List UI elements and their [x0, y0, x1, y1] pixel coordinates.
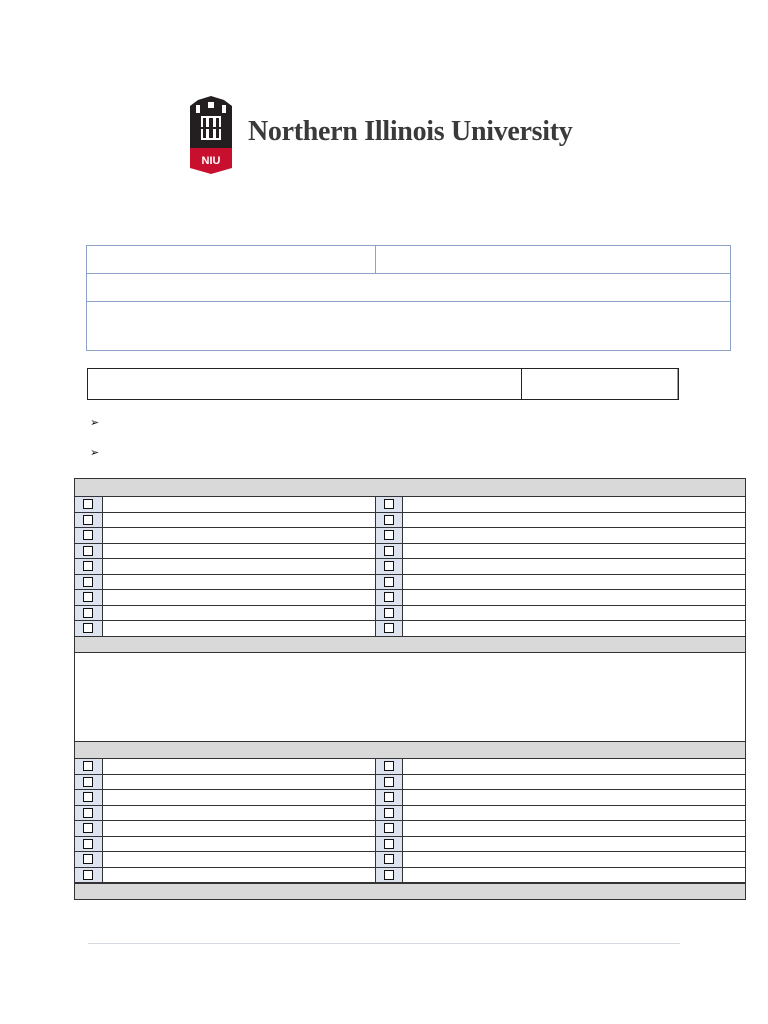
checkbox-cell: [75, 559, 103, 574]
checkbox-cell: [75, 790, 103, 805]
checkbox-cell: [75, 606, 103, 621]
checklist-item-field[interactable]: [404, 806, 745, 821]
checklist-item-field[interactable]: [404, 544, 745, 559]
checklist-item-field[interactable]: [404, 621, 745, 636]
checklist-item-field[interactable]: [404, 606, 745, 621]
checkbox[interactable]: [83, 623, 93, 633]
checklist-item-field[interactable]: [404, 775, 745, 790]
checkbox[interactable]: [83, 530, 93, 540]
checkbox[interactable]: [384, 839, 394, 849]
checkbox-cell: [375, 606, 403, 621]
niu-tower-shield-icon: [188, 96, 234, 174]
checkbox-cell: [375, 575, 403, 590]
checkbox-cell: [375, 528, 403, 543]
checkbox[interactable]: [83, 777, 93, 787]
checkbox[interactable]: [384, 530, 394, 540]
info-field-2[interactable]: [376, 246, 730, 274]
checkbox[interactable]: [384, 546, 394, 556]
checkbox[interactable]: [83, 592, 93, 602]
checkbox[interactable]: [384, 792, 394, 802]
checkbox[interactable]: [384, 854, 394, 864]
checkbox-cell: [75, 544, 103, 559]
section-header-band: [75, 741, 745, 759]
checklist-row: [75, 837, 745, 853]
checklist-item-field[interactable]: [103, 559, 375, 574]
checklist-item-field[interactable]: [103, 621, 375, 636]
checklist-item-field[interactable]: [404, 497, 745, 512]
checkbox[interactable]: [384, 823, 394, 833]
checklist-item-field[interactable]: [103, 837, 375, 852]
checklist-item-field[interactable]: [404, 759, 745, 774]
checkbox-cell: [75, 775, 103, 790]
checklist-table: [74, 478, 746, 900]
checkbox[interactable]: [83, 515, 93, 525]
section-footer-band: [75, 883, 745, 899]
checklist-row: [75, 621, 745, 637]
checkbox[interactable]: [384, 608, 394, 618]
checkbox[interactable]: [83, 870, 93, 880]
checklist-item-field[interactable]: [103, 575, 375, 590]
checkbox-cell: [75, 497, 103, 512]
checkbox[interactable]: [83, 499, 93, 509]
checklist-item-field[interactable]: [103, 528, 375, 543]
checklist-item-field[interactable]: [404, 528, 745, 543]
checklist-item-field[interactable]: [404, 821, 745, 836]
checklist-item-field[interactable]: [404, 575, 745, 590]
checklist-item-field[interactable]: [103, 852, 375, 867]
checkbox[interactable]: [83, 546, 93, 556]
checkbox[interactable]: [83, 577, 93, 587]
checkbox-cell: [375, 806, 403, 821]
checkbox-cell: [75, 821, 103, 836]
checkbox[interactable]: [83, 808, 93, 818]
bullet-marker: ➢: [90, 417, 100, 429]
checkbox[interactable]: [384, 870, 394, 880]
checkbox-cell: [75, 590, 103, 605]
checklist-row: [75, 528, 745, 544]
name-field[interactable]: [88, 369, 522, 399]
checkbox[interactable]: [384, 515, 394, 525]
checkbox[interactable]: [384, 623, 394, 633]
section-header-band: [75, 636, 745, 653]
checklist-item-field[interactable]: [103, 868, 375, 883]
checklist-item-field[interactable]: [404, 852, 745, 867]
checkbox[interactable]: [83, 608, 93, 618]
checklist-item-field[interactable]: [103, 544, 375, 559]
checkbox-cell: [375, 837, 403, 852]
checkbox[interactable]: [83, 823, 93, 833]
checkbox-cell: [75, 806, 103, 821]
checklist-row: [75, 544, 745, 560]
checklist-row: [75, 821, 745, 837]
checkbox-cell: [75, 528, 103, 543]
checkbox[interactable]: [384, 577, 394, 587]
checklist-item-field[interactable]: [404, 559, 745, 574]
checklist-row: [75, 806, 745, 822]
checklist-item-field[interactable]: [103, 759, 375, 774]
date-field[interactable]: [522, 369, 678, 399]
niu-logo: [188, 96, 588, 176]
checklist-item-field[interactable]: [404, 590, 745, 605]
checklist-item-field[interactable]: [103, 790, 375, 805]
logo-badge-text: NIU: [201, 155, 221, 167]
checklist-item-field[interactable]: [103, 775, 375, 790]
checklist-item-field[interactable]: [103, 497, 375, 512]
checkbox-cell: [75, 575, 103, 590]
checkbox-cell: [75, 837, 103, 852]
bullet-marker: ➢: [90, 447, 100, 459]
checklist-row: [75, 759, 745, 775]
checkbox-cell: [75, 868, 103, 883]
checklist-item-field[interactable]: [404, 837, 745, 852]
checkbox-cell: [375, 513, 403, 528]
checkbox-cell: [375, 790, 403, 805]
checkbox[interactable]: [83, 792, 93, 802]
checkbox-cell: [375, 559, 403, 574]
section-header-band: [75, 479, 745, 497]
checkbox-cell: [375, 497, 403, 512]
checkbox[interactable]: [83, 839, 93, 849]
checkbox-cell: [75, 513, 103, 528]
checkbox-cell: [375, 590, 403, 605]
footer-divider: [88, 943, 680, 944]
checklist-item-field[interactable]: [103, 806, 375, 821]
checklist-item-field[interactable]: [404, 868, 745, 883]
checkbox-cell: [375, 821, 403, 836]
checklist-row: [75, 497, 745, 513]
checkbox[interactable]: [384, 592, 394, 602]
checkbox[interactable]: [384, 499, 394, 509]
checklist-row: [75, 575, 745, 591]
checklist-item-field[interactable]: [404, 790, 745, 805]
checklist-item-field[interactable]: [103, 590, 375, 605]
checkbox-cell: [375, 621, 403, 636]
checkbox[interactable]: [384, 761, 394, 771]
checklist-item-field[interactable]: [103, 606, 375, 621]
checkbox-cell: [75, 621, 103, 636]
checklist-row: [75, 513, 745, 529]
university-name: Northern Illinois University: [248, 116, 573, 147]
checklist-item-field[interactable]: [103, 821, 375, 836]
info-table: [86, 245, 731, 351]
checkbox[interactable]: [384, 808, 394, 818]
checklist-row: [75, 606, 745, 622]
checkbox-cell: [375, 868, 403, 883]
checkbox-cell: [375, 852, 403, 867]
checkbox[interactable]: [83, 561, 93, 571]
checkbox-cell: [375, 759, 403, 774]
checklist-row: [75, 775, 745, 791]
checkbox[interactable]: [83, 854, 93, 864]
name-date-table: [87, 368, 679, 400]
checklist-item-field[interactable]: [103, 513, 375, 528]
checklist-item-field[interactable]: [404, 513, 745, 528]
info-field-4[interactable]: [87, 302, 730, 350]
checkbox[interactable]: [83, 761, 93, 771]
info-field-3[interactable]: [87, 274, 730, 302]
checkbox[interactable]: [384, 777, 394, 787]
checkbox-cell: [375, 775, 403, 790]
checklist-row: [75, 868, 745, 884]
notes-area[interactable]: [75, 653, 745, 741]
info-field-1[interactable]: [87, 246, 376, 274]
checklist-row: [75, 559, 745, 575]
checkbox-cell: [75, 852, 103, 867]
checkbox[interactable]: [384, 561, 394, 571]
checklist-row: [75, 790, 745, 806]
checkbox-cell: [75, 759, 103, 774]
checklist-row: [75, 852, 745, 868]
checkbox-cell: [375, 544, 403, 559]
checklist-row: [75, 590, 745, 606]
